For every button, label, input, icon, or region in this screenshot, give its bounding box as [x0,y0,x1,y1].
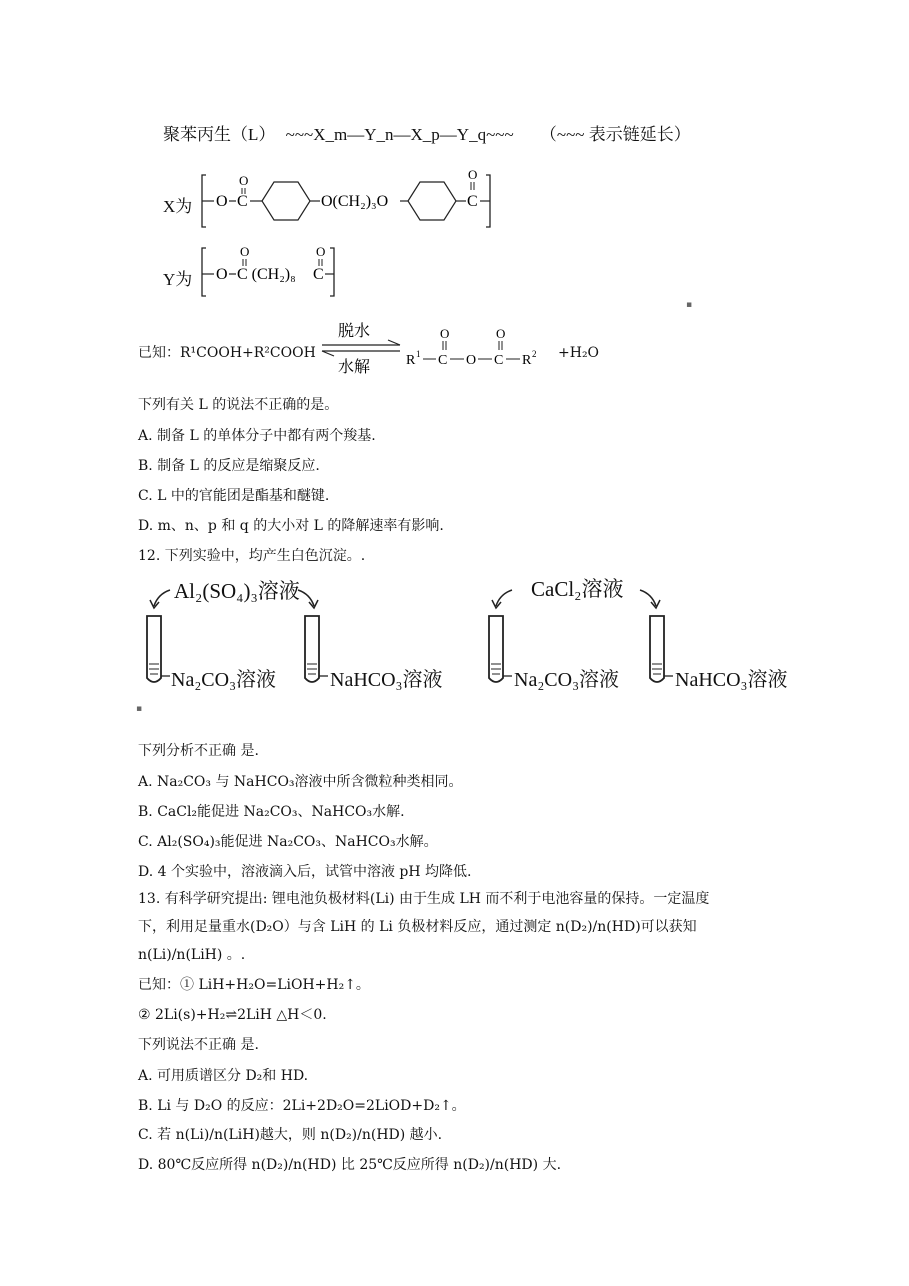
dot-mark-2: ▪ [136,704,143,714]
svg-text:C: C [237,193,248,210]
polymer-chain: ~~~X_m—Y_n—X_p—Y_q~~~ [285,125,514,144]
svg-text:R: R [522,353,532,368]
svg-text:O: O [216,193,228,210]
q12-option-b: B. CaCl₂能促进 Na₂CO₃、NaHCO₃水解. [138,804,405,820]
x-structure [200,165,500,237]
arrow-2 [298,590,314,606]
q13-option-c: C. 若 n(Li)/n(LiH)越大，则 n(D₂)/n(HD) 越小. [138,1127,443,1143]
q13-stem-line-3: n(Li)/n(LiH) 。. [138,947,246,963]
q13-analysis-stem: 下列说法不正确 是. [138,1037,259,1053]
q13-option-b: B. Li 与 D₂O 的反应：2Li+2D₂O=2LiOD+D₂↑。 [138,1098,466,1114]
q13-known-1: 已知：① LiH+H₂O=LiOH+H₂↑。 [138,977,370,993]
reverse-label: 水解 [338,359,371,376]
dot-mark: ▪ [686,300,693,310]
svg-text:O: O [440,326,450,341]
tube-label-4: NaHCO₃溶液 [675,669,788,691]
svg-text:C: C [494,353,504,368]
svg-text:O: O [466,353,477,368]
svg-text:C: C [467,193,478,210]
anhydride-structure [406,326,556,370]
tube-label-1: Na₂CO₃溶液 [171,669,277,691]
svg-text:1: 1 [416,349,421,359]
arrow-3 [496,590,512,606]
tube-label-2: NaHCO₃溶液 [330,669,443,691]
test-tube-3 [489,616,503,682]
polymer-label: 聚苯丙生（L） [163,125,276,144]
q13-option-d: D. 80℃反应所得 n(D₂)/n(HD) 比 25℃反应所得 n(D₂)/n(HD) 大. [138,1157,562,1173]
svg-text:C: C [438,353,448,368]
q11-stem: 下列有关 L 的说法不正确的是。 [138,397,339,413]
known-product-suffix: +H₂O [558,345,600,361]
svg-text:O: O [496,326,506,341]
test-tube-2 [305,616,319,682]
forward-label: 脱水 [338,323,371,340]
reagent-right: CaCl₂溶液 [531,577,624,601]
svg-text:O: O [240,244,250,259]
equilibrium-arrow [316,318,406,380]
svg-text:O: O [468,167,478,182]
svg-text:C: C [313,266,324,283]
svg-text:2: 2 [532,349,537,359]
q13-stem-line-1: 13. 有科学研究提出: 锂电池负极材料(Li) 由于生成 LH 而不利于电池容量的保持。一定温度 [138,891,710,907]
polymer-chain-note: （~~~ 表示链延长） [539,125,691,144]
q12-option-a: A. Na₂CO₃ 与 NaHCO₃溶液中所含微粒种类相同。 [138,774,463,790]
q13-stem-line-2: 下，利用足量重水(D₂O）与含 LiH 的 Li 负极材料反应，通过测定 n(D₂)/n(HD)可以获知 [138,919,697,935]
test-tube-1 [147,616,161,682]
svg-text:R: R [406,353,416,368]
arrow-1 [154,590,170,606]
q12-option-d: D. 4 个实验中，溶液滴入后，试管中溶液 pH 均降低. [138,864,472,880]
y-label: Y为 [163,270,193,289]
tube-label-3: Na₂CO₃溶液 [514,669,620,691]
known-reactants: R¹COOH+R²COOH [180,345,316,361]
known-prefix: 已知：R¹COOH+R²COOH [138,345,316,361]
x-mid: O(CH₂)₃O [321,193,389,210]
q11-option-b: B. 制备 L 的反应是缩聚反应. [138,458,320,474]
reagent-left: Al₂(SO₄)₃溶液 [174,579,300,603]
q12-analysis-stem: 下列分析不正确 是. [138,743,259,759]
svg-text:O: O [316,244,326,259]
arrow-4 [640,590,656,606]
q13-known-2: ② 2Li(s)+H₂⇌2LiH △H＜0. [138,1007,327,1023]
polymer-line [163,120,691,145]
q12-option-c: C. Al₂(SO₄)₃能促进 Na₂CO₃、NaHCO₃水解。 [138,834,438,850]
q12-stem: 12. 下列实验中，均产生白色沉淀。. [138,548,366,564]
svg-text:O: O [216,266,228,283]
q11-option-d: D. m、n、p 和 q 的大小对 L 的降解速率有影响. [138,518,444,534]
test-tube-4 [650,616,664,682]
q11-option-c: C. L 中的官能团是酯基和醚键. [138,488,330,504]
q11-option-a: A. 制备 L 的单体分子中都有两个羧基. [138,428,376,444]
y-structure [200,240,350,302]
q13-option-a: A. 可用质谱区分 D₂和 HD. [138,1068,309,1084]
svg-text:O: O [239,173,249,188]
y-mid: C (CH₂)₈ [237,266,296,283]
x-label: X为 [163,197,193,216]
